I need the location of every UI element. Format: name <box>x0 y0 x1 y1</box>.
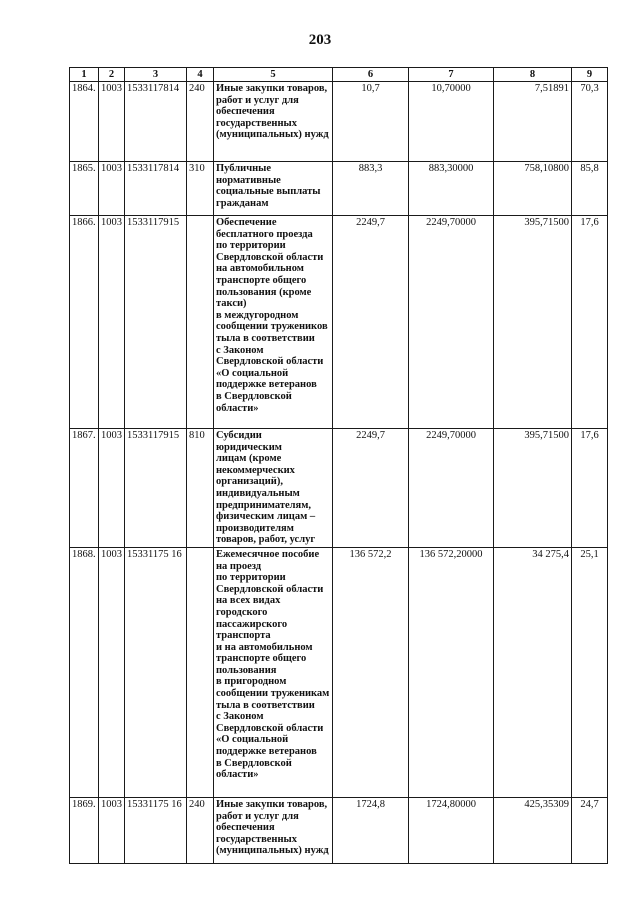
executed-amount: 7,51891 <box>494 82 572 162</box>
target-article-code: 15331175 16 <box>125 547 187 797</box>
row-number: 1865. <box>70 162 99 216</box>
expense-description: Обеспечение бесплатного проезда по территории Свердловской области на автомобильном транспорте общего пользования (кроме такси) в междугородном сообщении тружеников тыла в соответствии с Законом Свердловской области «О социальной поддержке ветеранов в Свердловской области» <box>214 216 333 429</box>
table-row <box>70 82 608 162</box>
executed-amount: 34 275,4 <box>494 547 572 797</box>
target-article-code: 1533117814 <box>125 162 187 216</box>
page-number: 203 <box>308 32 332 48</box>
execution-percent: 17,6 <box>572 216 608 429</box>
approved-amount: 883,30000 <box>409 162 494 216</box>
expense-type-code <box>187 547 214 797</box>
execution-percent: 24,7 <box>572 797 608 863</box>
section-code: 1003 <box>99 82 125 162</box>
planned-amount: 10,7 <box>333 82 409 162</box>
table-row <box>70 547 608 797</box>
expense-description: Субсидии юридическим лицам (кроме некоммерческих организаций), индивидуальным предпринимателям, физическим лицам – производителям товаров, работ, услуг <box>214 429 333 548</box>
expense-type-code: 310 <box>187 162 214 216</box>
column-header: 9 <box>572 68 608 82</box>
column-header: 1 <box>70 68 99 82</box>
expense-description: Иные закупки товаров, работ и услуг для обеспечения государственных (муниципальных) нужд <box>214 797 333 863</box>
expense-description: Ежемесячное пособие на проезд по территории Свердловской области на всех видах городского пассажирского транспорта и на автомобильном транспорте общего пользования в пригородном сообщении труженикам тыла в соответствии с Законом Свердловской области «О социальной поддержке ветеранов в Свердловской области» <box>214 547 333 797</box>
row-number: 1864. <box>70 82 99 162</box>
planned-amount: 1724,8 <box>333 797 409 863</box>
section-code: 1003 <box>99 162 125 216</box>
execution-percent: 25,1 <box>572 547 608 797</box>
approved-amount: 10,70000 <box>409 82 494 162</box>
section-code: 1003 <box>99 429 125 548</box>
expense-type-code: 240 <box>187 82 214 162</box>
target-article-code: 1533117915 <box>125 216 187 429</box>
column-header: 5 <box>214 68 333 82</box>
column-header: 7 <box>409 68 494 82</box>
column-header: 2 <box>99 68 125 82</box>
planned-amount: 883,3 <box>333 162 409 216</box>
execution-percent: 17,6 <box>572 429 608 548</box>
section-code: 1003 <box>99 216 125 429</box>
planned-amount: 136 572,2 <box>333 547 409 797</box>
row-number: 1867. <box>70 429 99 548</box>
executed-amount: 425,35309 <box>494 797 572 863</box>
expense-type-code <box>187 216 214 429</box>
approved-amount: 136 572,20000 <box>409 547 494 797</box>
expense-type-code: 810 <box>187 429 214 548</box>
column-header: 3 <box>125 68 187 82</box>
target-article-code: 15331175 16 <box>125 797 187 863</box>
target-article-code: 1533117915 <box>125 429 187 548</box>
column-header: 4 <box>187 68 214 82</box>
executed-amount: 395,71500 <box>494 429 572 548</box>
execution-percent: 85,8 <box>572 162 608 216</box>
approved-amount: 1724,80000 <box>409 797 494 863</box>
section-code: 1003 <box>99 547 125 797</box>
approved-amount: 2249,70000 <box>409 216 494 429</box>
table-row <box>70 162 608 216</box>
planned-amount: 2249,7 <box>333 429 409 548</box>
row-number: 1869. <box>70 797 99 863</box>
executed-amount: 758,10800 <box>494 162 572 216</box>
table-row <box>70 216 608 429</box>
target-article-code: 1533117814 <box>125 82 187 162</box>
row-number: 1868. <box>70 547 99 797</box>
header-row <box>70 68 608 82</box>
planned-amount: 2249,7 <box>333 216 409 429</box>
column-header: 8 <box>494 68 572 82</box>
expense-type-code: 240 <box>187 797 214 863</box>
executed-amount: 395,71500 <box>494 216 572 429</box>
column-header: 6 <box>333 68 409 82</box>
row-number: 1866. <box>70 216 99 429</box>
expense-description: Публичные нормативные социальные выплаты гражданам <box>214 162 333 216</box>
table-row <box>70 797 608 863</box>
execution-percent: 70,3 <box>572 82 608 162</box>
approved-amount: 2249,70000 <box>409 429 494 548</box>
budget-table <box>69 67 608 864</box>
expense-description: Иные закупки товаров, работ и услуг для обеспечения государственных (муниципальных) нужд <box>214 82 333 162</box>
table-row <box>70 429 608 548</box>
section-code: 1003 <box>99 797 125 863</box>
